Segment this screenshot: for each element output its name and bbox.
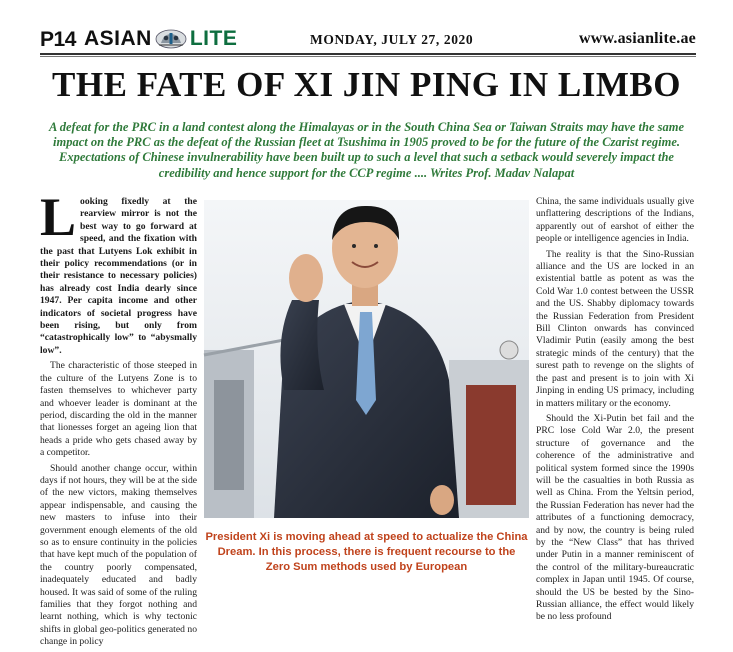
body-paragraph: Should the Xi-Putin bet fail and the PRC lose Cold War 2.0, the present structure of governance and the coherence of the administrative and political system formed since the 1990s will be the casualties in both Russia as well as China. From the Yeltsin period, the Russian Federation has never had the attributes of a functioning democracy, and by now, the country is being ruled by the “New Class” that has thrived under Putin in a manner reminiscent of the control of the military-bureaucratic complex in Japan until 1945. Of course, should the US be bested by the Sino-Russian alliance, the effect would likely be no less profound [536,412,694,623]
lion-emblem-icon [153,28,189,50]
issue-date: MONDAY, JULY 27, 2020 [310,32,474,47]
page-number [40,28,76,52]
body-paragraph: China, the same individuals usually give unflattering descriptions of the Indians, apparently out of earshot of either the people or intelligence agencies in India. [536,196,694,245]
drop-cap: L [40,187,77,247]
logo-text-right: LITE [189,27,238,50]
newspaper-logo[interactable] [84,26,237,52]
page-prefix: P [40,28,54,51]
body-paragraph: Should another change occur, within days if not hours, they will be at the side of the new victors, making themselves appear indispensable, and causing the new masters to infuse into their government enough elements of the old so as to ensure continuity in the policies that have kept much of the population of the country poorly compensated, inadequately educated and badly housed. It was said of some of the ruling families that they forgot nothing and learnt nothing, which is why tectonic shifts in global geo-politics generated no change in policy [40,462,197,648]
article-headline: THE FATE OF XI JIN PING IN LIMBO [52,65,681,104]
article-deck: A defeat for the PRC in a land contest along the Himalayas or in the South China Sea or Taiwan Straits may have the same impact on the PRC as the defeat of the Russian fleet at Tsushima in 1905 proved to be for the future of the Czarist regime. Expectations of Chinese invulnerability have been built up to such a level that such a setback would severely impact the credibility and hence support for the CCP regime .... Writes Prof. Madav Nalapat [48,120,685,180]
body-paragraph: The characteristic of those steeped in the culture of the Lutyens Zone is to fasten themselves to whichever party and whoever leader is dominant at the period, discarding the old in the manner that lionesses forget an ageing lion that heads a pride who gets chased away by a competitor. [40,360,197,459]
masthead-rule [40,53,696,55]
body-paragraph: The reality is that the Sino-Russian alliance and the US are locked in an existential battle as potent as was the Cold War 1.0 contest between the USSR and the US. Shabby diplomacy towards the Russian Federation from President Bill Clinton onwards has convinced Vladimir Putin (easily among the best strategic minds of the century) that the surest path to revenge on the slights of the past and present is to join with Xi Jinping in ending US primacy, including in matters military or the economy. [536,248,694,409]
masthead [40,26,696,54]
page-digits: 14 [53,28,76,51]
logo-text-left: ASIAN [84,27,152,50]
lead-text: ooking fixedly at the rearview mirror is not the best way to go forward at speed, and the fixation with the past that Lutyens Lok exhibit in their policy recommendations (or in their resistance to necessary policies) has already cost India dearly since 1947. Per capita income and other indicators of societal progress have been rising, but only from “catastrophically low” to “abysmally low”. [40,196,197,356]
left-column [40,187,197,652]
masthead-rule-thin [40,56,696,57]
website-url[interactable]: www.asianlite.ae [579,30,696,47]
article-photo[interactable] [204,200,529,518]
photo-caption: President Xi is moving ahead at speed to actualize the China Dream. In this process, there is frequent recourse to the Zero Sum methods used by European [205,531,528,573]
xi-jinping-photo-illustration [204,200,529,518]
right-column [536,196,694,627]
lead-paragraph [40,187,197,357]
